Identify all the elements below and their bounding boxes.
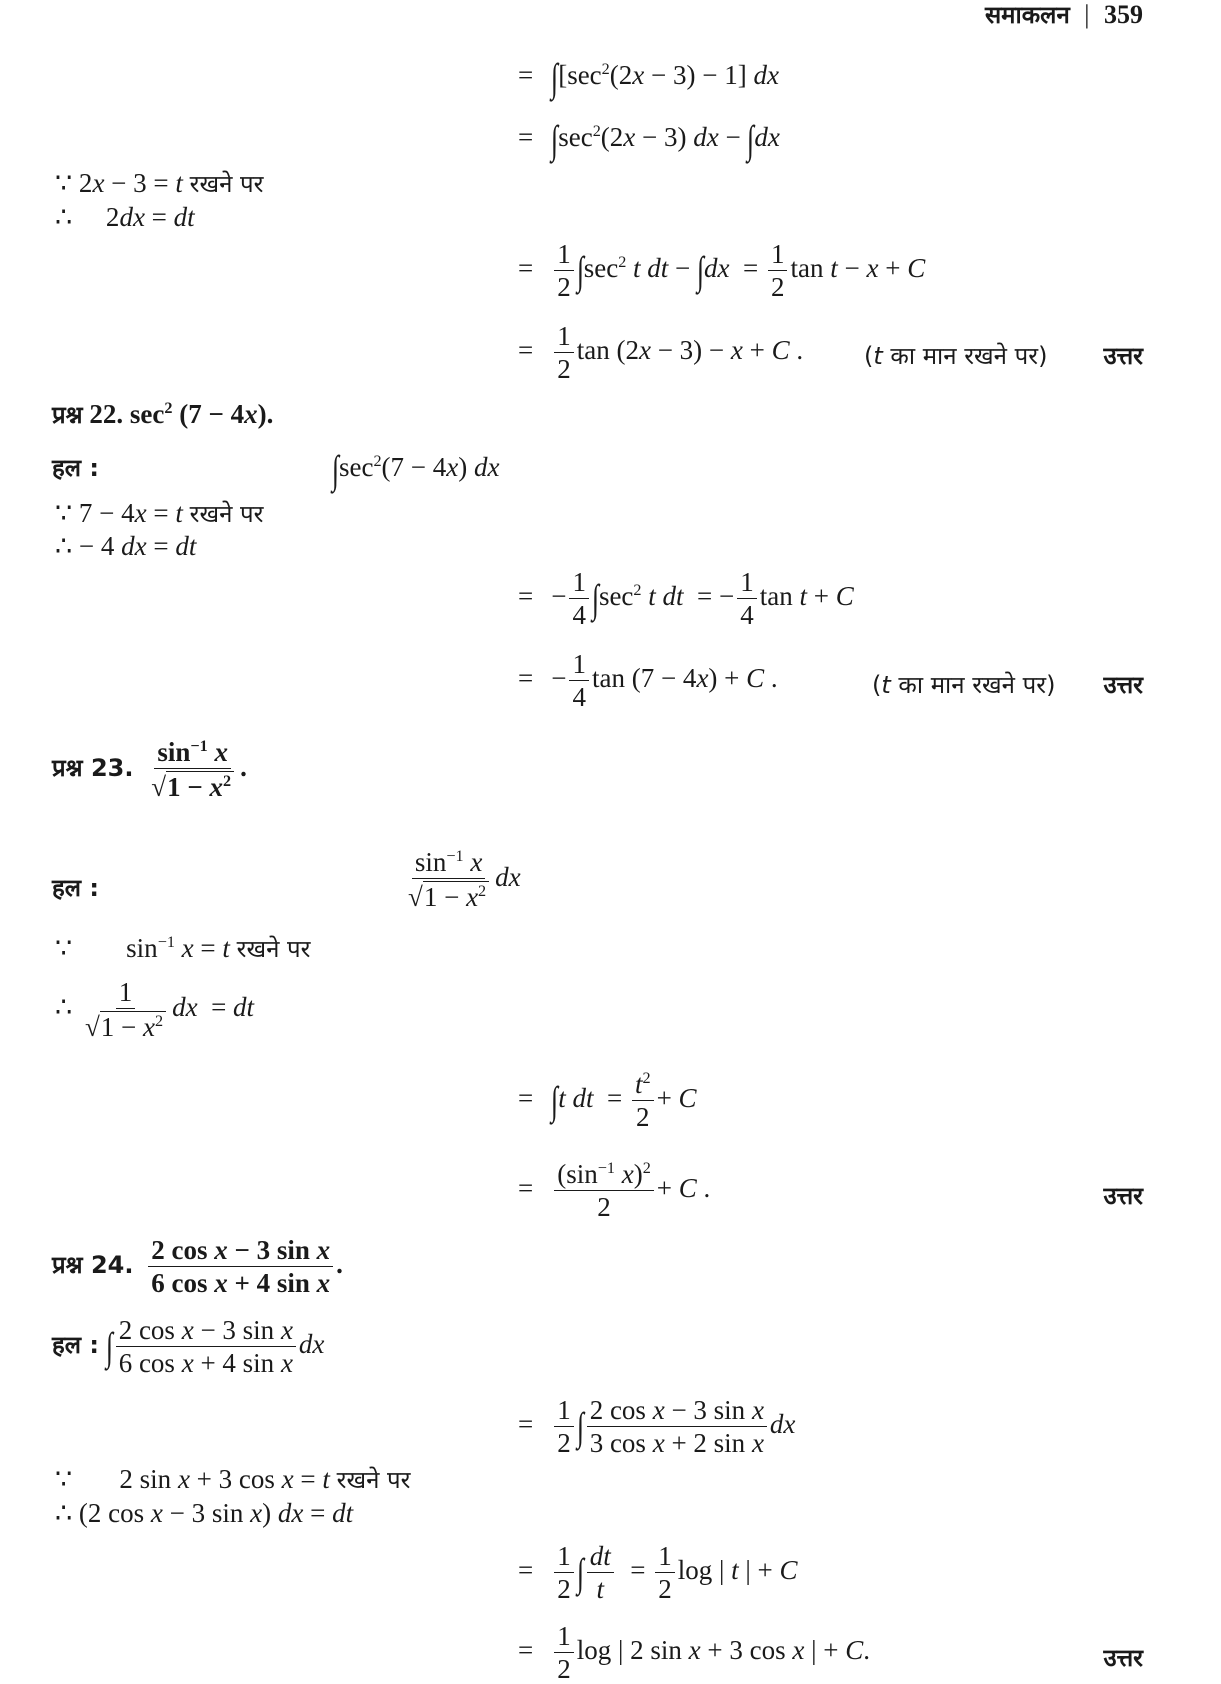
q24-answer: उत्तर [1103, 1644, 1143, 1672]
q23-integral: $\frac{\sin^{-1} x}{√1 - x^2}$ dx [408, 847, 521, 913]
q23-title: प्रश्न 23. $\frac{\sin^{-1} x}{√1 - x^2}$ . [52, 737, 247, 803]
q23-differential: ∴ $\frac{1}{√1 - x^2}$ dx = dt [55, 977, 255, 1043]
q22-note: (t का मान रखने पर) [872, 671, 1056, 699]
q22-line-1: = − $\frac{1}{4}$ $\int\sec^2$ t dt = − $\frac{1}{4}$ tan t + C [518, 567, 854, 631]
q24-line-1: = $\frac{1}{2}$ ∫ $\frac{\text{2 cos x − 3 sin x}}{\text{3 cos x + 2 sin x}}$ dx [518, 1395, 796, 1459]
q21-line-4: = $\frac{1}{2}$ tan (2x − 3) − x + C . [518, 321, 804, 385]
q23-line-2: = $\frac{(\sin^{-1} x)^2}{2}$ + C . [518, 1159, 711, 1223]
page-header [985, 2, 1143, 28]
q22-integral: $\int\sec^2(7 - 4x)$ dx [331, 447, 500, 492]
page-number: 359 [1104, 0, 1143, 29]
q22-substitution: ∵ 7 − 4x = t रखने पर [55, 498, 264, 528]
q22-title: प्रश्न 22. $\sec^2 (7 - 4x)$. [52, 399, 274, 429]
q21-line-1: = $\int[\sec^2(2x - 3) - 1]$ dx [518, 55, 779, 100]
q24-solution-label: हल : [52, 1331, 99, 1360]
q24-title: प्रश्न 24. $\frac{\text{2 cos x − 3 sin x}}{\text{6 cos x + 4 sin x}}$ . [52, 1235, 343, 1299]
q23-answer: उत्तर [1103, 1182, 1143, 1210]
q22-solution-label: हल : [52, 454, 99, 482]
q24-differential: ∴ (2 cos x − 3 sin x) dx = dt [55, 1498, 354, 1528]
q21-substitution: ∵ 2x − 3 = t रखने पर [55, 168, 264, 198]
q21-line-2: = $\int\sec^2(2x - 3)$ dx − ∫dx [518, 117, 780, 162]
q24-line-3: = $\frac{1}{2}$ log | 2 sin x + 3 cos x | + C. [518, 1621, 870, 1684]
chapter-title: समाकलन [984, 1, 1070, 29]
q23-substitution: ∵ $\sin^{-1} x = t$ रखने पर [55, 933, 311, 963]
q24-line-2: = $\frac{1}{2}$ ∫ $\frac{dt}{t}$ = $\frac{1}{2}$ log | t | + C [518, 1541, 798, 1605]
q22-differential: ∴ − 4 dx = dt [55, 531, 197, 561]
q21-note: (t का मान रखने पर) [864, 342, 1048, 370]
q21-line-3: = $\frac{1}{2}$ $\int\sec^2$ t dt − ∫dx = $\frac{1}{2}$ tan t − x + C [518, 239, 926, 303]
header-separator: | [1084, 0, 1090, 29]
q24-solution: हल : ∫ $\frac{\text{2 cos x − 3 sin x}}{\text{6 cos x + 4 sin x}}$ dx [52, 1315, 325, 1379]
q21-answer: उत्तर [1103, 342, 1143, 370]
q21-differential: ∴ 2dx = dt [55, 202, 195, 232]
q23-line-1: = ∫t dt = $\frac{t^2}{2}$ + C [518, 1069, 697, 1133]
q22-line-2: = − $\frac{1}{4}$ tan (7 − 4x) + C . [518, 649, 778, 713]
q23-solution-label: हल : [52, 874, 99, 902]
q24-substitution: ∵ 2 sin x + 3 cos x = t रखने पर [55, 1464, 411, 1494]
q22-answer: उत्तर [1103, 671, 1143, 699]
